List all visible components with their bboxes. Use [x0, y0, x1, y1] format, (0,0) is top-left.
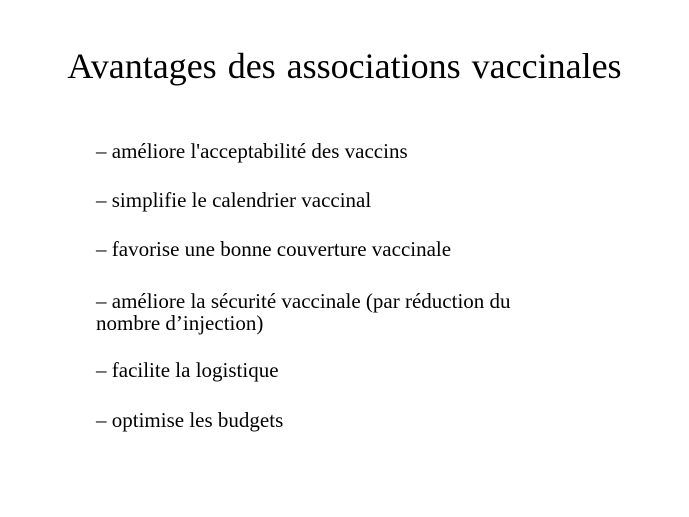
bullet-item: – simplifie le calendrier vaccinal [96, 188, 372, 212]
bullet-item: – améliore l'acceptabilité des vaccins [96, 139, 408, 163]
slide-title: Avantages des associations vaccinales [67, 46, 622, 86]
bullet-item: – améliore la sécurité vaccinale (par réduction du nombre d’injection) [96, 289, 511, 335]
bullet-item: – favorise une bonne couverture vaccinale [96, 237, 452, 261]
bullet-item: – facilite la logistique [96, 358, 279, 382]
bullet-item: – optimise les budgets [96, 408, 284, 432]
